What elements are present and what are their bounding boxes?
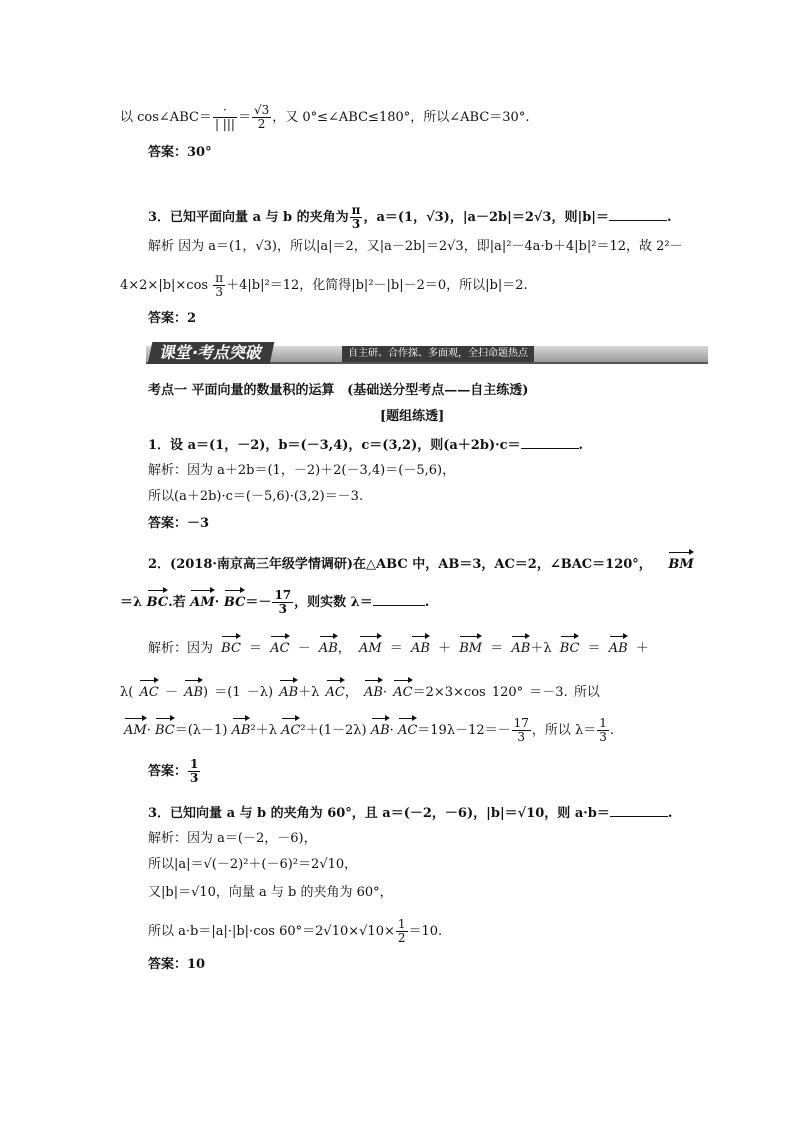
numerator: √3 xyxy=(253,103,270,117)
banner-subtitle: 自主研、合作探、多面观，全扫命题热点 xyxy=(342,346,534,362)
text: ， xyxy=(344,685,358,700)
tizu-heading: [题组练透] xyxy=(380,409,445,424)
fraction xyxy=(396,918,408,945)
text: . xyxy=(609,723,615,738)
text: · xyxy=(146,723,151,738)
text: ＋ xyxy=(635,641,649,656)
solution-3b-line-1: 解析：因为 a＝(－2，－6)， xyxy=(148,831,317,846)
question-2-line-1 xyxy=(148,550,694,574)
denominator: 3 xyxy=(215,285,223,299)
solution-3b-line-2: 所以|a|＝√(－2)²＋(－6)²＝2√10， xyxy=(148,857,358,872)
answer-blank xyxy=(609,208,667,221)
text: ＋λ xyxy=(298,685,320,700)
text: 解析：因为 xyxy=(148,641,214,656)
text: · xyxy=(382,685,388,700)
vector: AC xyxy=(270,634,289,658)
vector: BC xyxy=(221,634,241,658)
text: ＝－ xyxy=(245,595,272,610)
text: . xyxy=(578,438,584,453)
solution-2-line-1 xyxy=(148,634,649,658)
question-3-vectors-60 xyxy=(148,804,672,823)
vector: AB xyxy=(411,634,430,658)
vector-bc: BC xyxy=(147,588,169,612)
solution-3b-line-4 xyxy=(148,918,442,945)
numerator: 17 xyxy=(274,588,292,602)
answer-3: 答案：－3 xyxy=(148,516,210,531)
fraction xyxy=(597,717,609,744)
text: · xyxy=(389,723,394,738)
vector: AB xyxy=(184,678,203,702)
text: λ( xyxy=(120,685,134,700)
text: 4×2×|b|×cos xyxy=(120,278,209,293)
numerator: 1 xyxy=(397,917,406,931)
answer-blank xyxy=(521,436,579,449)
answer-5: 答案：10 xyxy=(148,957,206,972)
answer-1: 答案：30° xyxy=(148,145,212,160)
vector: AC xyxy=(281,716,300,740)
text: ＋4|b|²＝12，化简得|b|²－|b|－2＝0，所以|b|＝2. xyxy=(226,278,528,293)
text: .若 xyxy=(168,595,186,610)
solution-1-line-2: 所以(a＋2b)·c＝(－5,6)·(3,2)＝－3. xyxy=(148,489,364,504)
question-3-plane-vectors xyxy=(148,204,672,231)
text: ， xyxy=(337,641,351,656)
text: . xyxy=(667,806,673,821)
text: ，又 0°≤∠ABC≤180°，所以∠ABC＝30°. xyxy=(272,110,530,125)
text: 1．设 a＝(1，－2)，b＝(－3,4)，c＝(3,2)，则(a＋2b)·c＝ xyxy=(148,438,521,453)
vector: BC xyxy=(155,716,175,740)
vector: BC xyxy=(560,634,580,658)
fraction xyxy=(252,104,271,131)
text: ²＋λ xyxy=(250,723,277,738)
text: 答案： xyxy=(148,764,188,779)
banner-title: 课堂·考点突破 xyxy=(148,342,275,364)
denominator: 3 xyxy=(278,602,287,616)
fraction xyxy=(213,272,225,299)
vector: AB xyxy=(371,716,390,740)
answer-4 xyxy=(148,758,201,785)
denominator: 2 xyxy=(397,931,406,945)
text: 以 cos∠ABC＝ xyxy=(120,110,212,125)
text: ＝(λ－1) xyxy=(174,723,228,738)
text: 2．(2018·南京高三年级学情调研)在△ABC 中，AB＝3，AC＝2，∠BAC＝120°， xyxy=(148,557,652,572)
text: ，a＝(1，√3)，|a－2b|＝2√3，则|b|＝ xyxy=(363,210,610,225)
vector-bm: BM xyxy=(668,550,693,574)
fraction xyxy=(272,589,293,616)
denominator: | ||| xyxy=(214,117,235,131)
vector: AC xyxy=(398,716,417,740)
text: ＝2×3×cos 120° ＝－3. 所以 xyxy=(412,685,600,700)
text: ＋λ xyxy=(530,641,552,656)
solution-2-line-2 xyxy=(120,678,600,702)
vector: AC xyxy=(139,678,158,702)
text: ²＋(1－2λ) xyxy=(300,723,367,738)
text: 3．已知平面向量 a 与 b 的夹角为 xyxy=(148,210,349,225)
fraction xyxy=(188,758,200,785)
text: － xyxy=(297,641,311,656)
solution-1-line-1: 解析：因为 a＋2b＝(1，－2)＋2(－3,4)＝(－5,6)， xyxy=(148,463,456,478)
denominator: 3 xyxy=(190,771,199,785)
numerator: π xyxy=(215,271,224,285)
kaodian-title: 考点一 平面向量的数量积的运算 xyxy=(148,383,335,398)
vector: AB xyxy=(232,716,251,740)
section-banner xyxy=(146,343,708,364)
solution-2-line-3 xyxy=(124,716,614,744)
vector: AB xyxy=(364,678,383,702)
numerator: 1 xyxy=(190,757,199,771)
text: · xyxy=(214,595,220,610)
denominator: 2 xyxy=(257,117,266,131)
text: . xyxy=(424,595,430,610)
question-2-line-2 xyxy=(120,588,429,616)
vector: AB xyxy=(319,634,338,658)
answer-2: 答案：2 xyxy=(148,311,197,326)
text: ＝19λ－12＝－ xyxy=(417,723,511,738)
text: . xyxy=(667,210,672,225)
numerator: 1 xyxy=(599,716,607,730)
text: 所以 a·b＝|a|·|b|·cos 60°＝2√10×√10× xyxy=(148,924,395,939)
answer-blank xyxy=(373,593,425,606)
text: ＝ xyxy=(587,641,601,656)
text: ，则实数 λ＝ xyxy=(294,595,373,610)
vector: AM xyxy=(124,716,147,740)
vector: BM xyxy=(459,634,482,658)
fraction xyxy=(213,104,237,131)
text: ＝ xyxy=(237,110,251,125)
solution-3-line-1: 解析 因为 a＝(1，√3)，所以|a|＝2，又|a－2b|＝2√3，即|a|²－4a·b＋4|b|²＝12，故 2²－ xyxy=(148,239,683,254)
text: ＝λ xyxy=(120,595,143,610)
answer-blank xyxy=(610,804,668,817)
numerator: · xyxy=(213,104,237,118)
text: ＝ xyxy=(490,641,504,656)
kaodian-note: (基础送分型考点——自主练透) xyxy=(347,383,529,398)
text: ＋ xyxy=(438,641,452,656)
text: ＝ xyxy=(389,641,403,656)
vector: AB xyxy=(279,678,298,702)
cos-abc-line xyxy=(120,104,529,131)
denominator: 3 xyxy=(599,730,607,744)
numerator: π xyxy=(351,203,361,217)
denominator: 3 xyxy=(351,217,361,231)
text: ) ＝(1 －λ) xyxy=(203,685,274,700)
fraction xyxy=(512,717,531,744)
text: 3．已知向量 a 与 b 的夹角为 60°，且 a＝(－2，－6)，|b|＝√10，则 a·b＝ xyxy=(148,806,610,821)
vector: AB xyxy=(609,634,628,658)
numerator: 17 xyxy=(513,716,529,730)
solution-3b-line-3: 又|b|＝√10，向量 a 与 b 的夹角为 60°， xyxy=(148,885,393,900)
vector: AB xyxy=(511,634,530,658)
text: ＝ xyxy=(249,641,263,656)
question-1 xyxy=(148,436,583,455)
denominator: 3 xyxy=(517,730,526,744)
text: － xyxy=(164,685,178,700)
vector: AM xyxy=(359,634,382,658)
text: ＝10. xyxy=(408,924,443,939)
vector: AC xyxy=(326,678,345,702)
solution-3-line-2 xyxy=(120,272,528,299)
fraction xyxy=(350,204,363,231)
text: ，所以 λ＝ xyxy=(531,723,597,738)
vector-bc: BC xyxy=(224,588,246,612)
kaodian-heading xyxy=(148,382,528,400)
vector: AC xyxy=(393,678,412,702)
vector-am: AM xyxy=(190,588,214,612)
